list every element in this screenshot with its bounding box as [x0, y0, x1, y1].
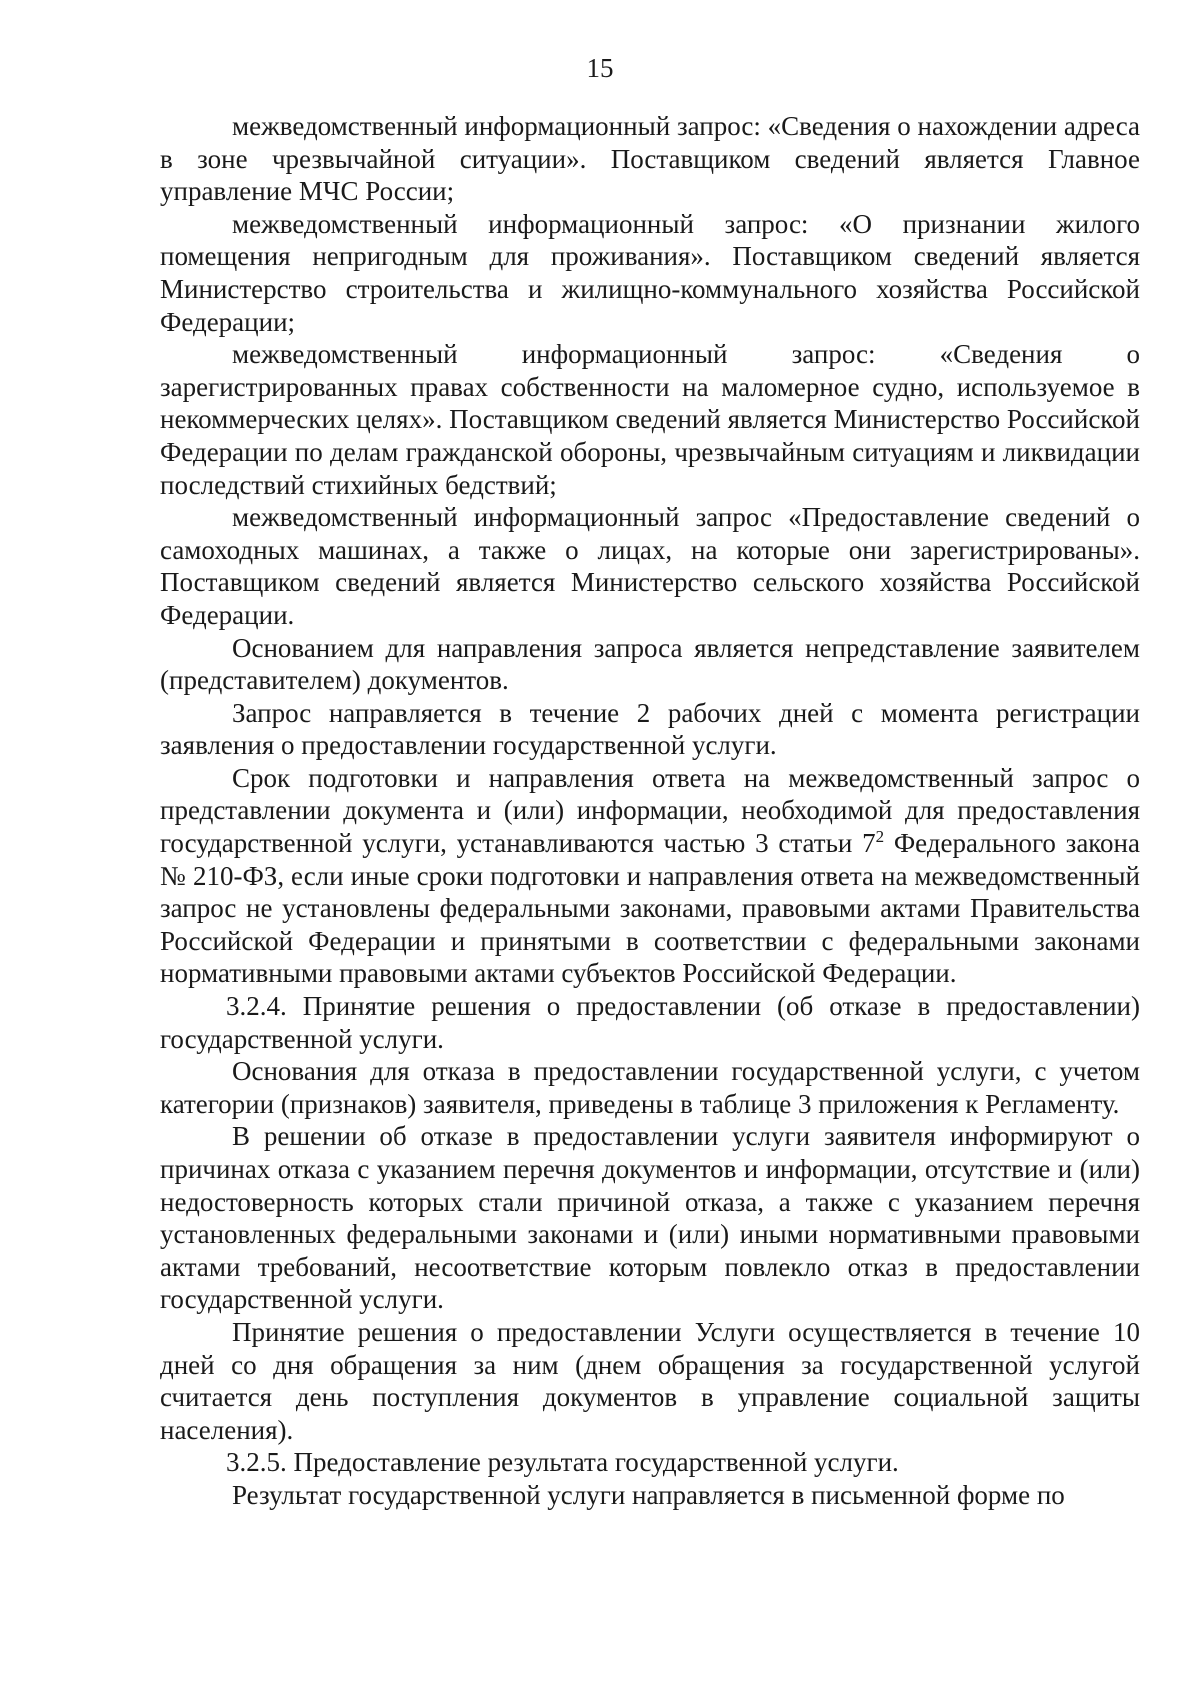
page-number: 15: [586, 53, 614, 83]
paragraph-request-unfit-housing: межведомственный информационный запрос: «О признании жилого помещения непригодным для проживания». Поставщиком сведений является Министерство строительства и жилищно-коммунального хозяйства Российской Федерации;: [160, 208, 1140, 337]
section-heading-3-2-4: 3.2.4. Принятие решения о предоставлении (об отказе в предоставлении) государственной услуги.: [160, 991, 1140, 1054]
paragraph-refusal-decision: В решении об отказе в предоставлении услуги заявителя информируют о причинах отказа с указанием перечня документов и информации, отсутствие и (или) недостоверность которых стали причиной отказа, а также с указанием перечня установленных федеральными законами и (или) иными нормативными правовыми актами требований, несоответствие которым повлекло отказ в предоставлении государственной услуги.: [160, 1121, 1140, 1315]
article-superscript: 2: [875, 827, 885, 847]
paragraph-result-delivery: Результат государственной услуги направляется в письменной форме по: [232, 1479, 1065, 1510]
document-body: [160, 110, 1140, 1512]
paragraph-request-deadline: Запрос направляется в течение 2 рабочих дней с момента регистрации заявления о предоставлении государственной услуги.: [160, 697, 1140, 761]
paragraph-decision-term: Принятие решения о предоставлении Услуги осуществляется в течение 10 дней со дня обращения за ним (днем обращения за государственной услугой считается день поступления документов в управление социальной защиты населения).: [160, 1316, 1140, 1445]
paragraph-response-terms: [160, 762, 1140, 990]
paragraph-request-emergency-zone: межведомственный информационный запрос: «Сведения о нахождении адреса в зоне чрезвычайной ситуации». Поставщиком сведений является Главное управление МЧС России;: [160, 111, 1140, 207]
paragraph-request-self-propelled-machines: межведомственный информационный запрос «Предоставление сведений о самоходных машинах, а также о лицах, на которые они зарегистрированы». Поставщиком сведений является Министерство сельского хозяйства Российской Федерации.: [160, 502, 1140, 630]
paragraph-refusal-grounds: Основания для отказа в предоставлении государственной услуги, с учетом категории (признаков) заявителя, приведены в таблице 3 приложения к Регламенту.: [160, 1056, 1140, 1119]
response-terms-text-start: Срок подготовки и направления ответа на межведомственный запрос о представлении документа и (или) информации, необходимой для предоставления государственной услуги, устанавливаются частью 3 статьи 7: [160, 762, 1140, 859]
paragraph-request-small-vessel: межведомственный информационный запрос: «Сведения о зарегистрированных правах собственности на маломерное судно, используемое в некоммерческих целях». Поставщиком сведений является Министерство Российской Федерации по делам гражданской обороны, чрезвычайным ситуациям и ликвидации последствий стихийных бедствий;: [160, 339, 1140, 500]
section-heading-3-2-5: 3.2.5. Предоставление результата государственной услуги.: [226, 1447, 899, 1478]
response-terms-text-end: Федерального закона № 210-ФЗ, если иные сроки подготовки и направления ответа на межведомственный запрос не установлены федеральными законами, правовыми актами Правительства Российской Федерации и принятыми в соответствии с федеральными законами нормативными правовыми актами субъектов Российской Федерации.: [160, 828, 1140, 989]
paragraph-request-basis: Основанием для направления запроса является непредставление заявителем (представителем) документов.: [160, 632, 1140, 696]
